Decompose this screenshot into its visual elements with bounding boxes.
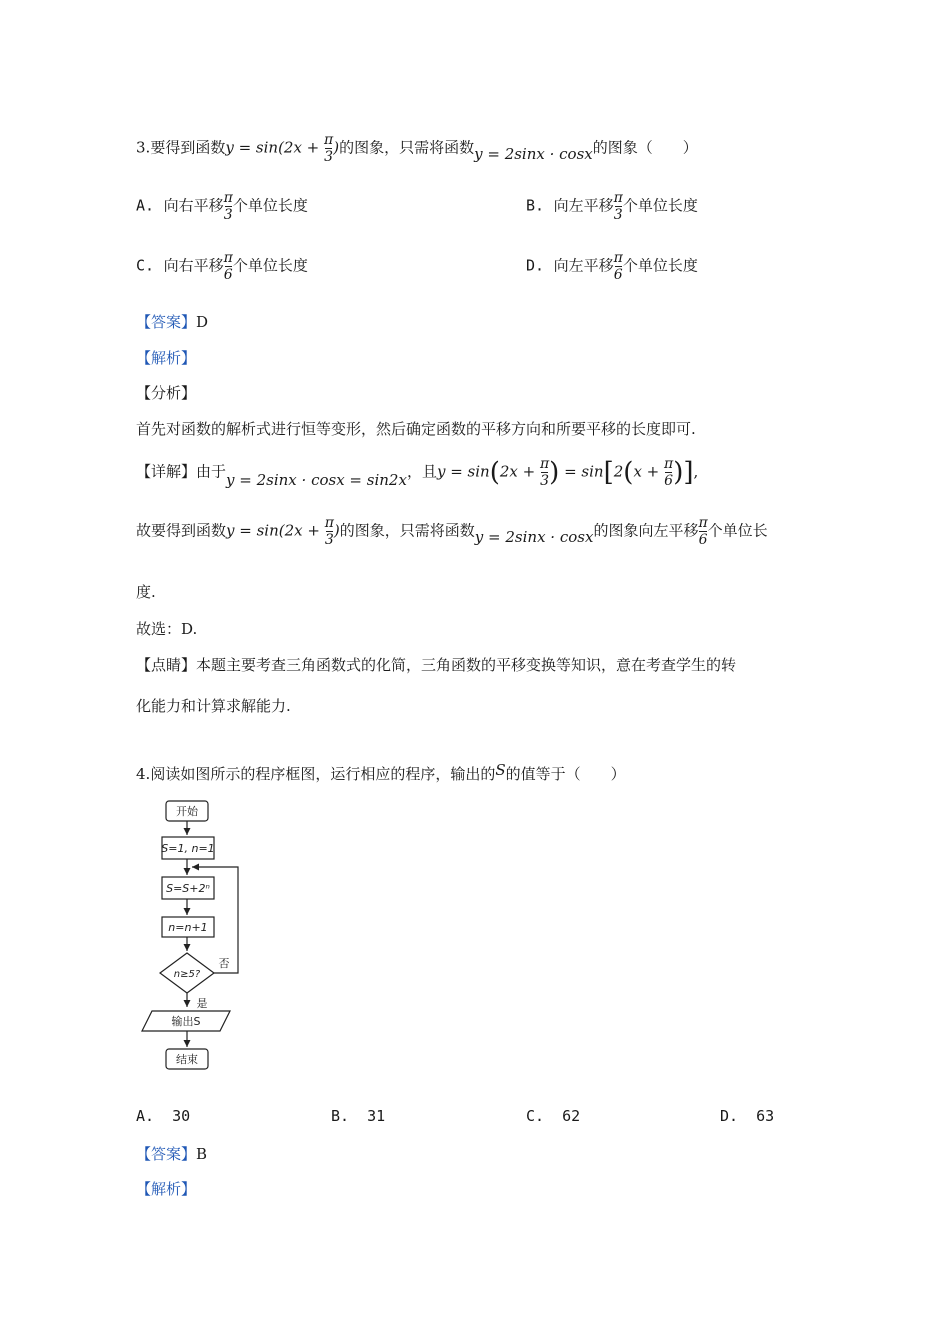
flow-output-text: 输出S	[171, 1015, 201, 1028]
q3-option-b: B. 向左平移 $\frac{\pi}{3}$ 个单位长度	[526, 190, 698, 223]
q3-dianjing-line1: 【点睛】本题主要考查三角函数式的化简，三角函数的平移变换等知识，意在考查学生的转	[136, 656, 737, 674]
flow-cond-text: n≥5?	[173, 969, 201, 980]
q3-analysis-tag: 【解析】	[136, 349, 197, 367]
q3-func1: y = sin(2x +	[225, 138, 325, 157]
q3-dianjing-line2: 化能力和计算求解能力.	[136, 697, 291, 715]
q3-answer: 【答案】D	[136, 313, 209, 331]
flow-incr-text: n=n+1	[168, 921, 208, 934]
q4-option-d: D. 63	[720, 1107, 775, 1125]
q3-detail: 【详解】由于y = 2sinx · cosx = sin2x，且y = sin(2x + $\frac{\pi}{3}$ ) = sin[2(x + $\frac{\pi}{6}$ )],	[136, 456, 699, 489]
flow-init-text: S=1, n=1	[161, 842, 215, 855]
q3-func2: y = 2sinx · cosx	[474, 144, 593, 163]
q3-stem: 3.要得到函数y = sin(2x + $\frac{\pi}{3}$ )的图象，只需将函数y = 2sinx · cosx的图象（ ）	[136, 132, 698, 165]
q3-stem-end: 的图象（ ）	[592, 138, 698, 157]
flow-update-text: S=S+2ⁿ	[166, 882, 210, 895]
flow-end-text: 结束	[176, 1053, 198, 1066]
flow-start-text: 开始	[176, 805, 198, 818]
q3-choose: 故选：D.	[136, 620, 198, 638]
q4-option-a: A. 30	[136, 1107, 191, 1125]
q3-fenxi-tag: 【分析】	[136, 384, 197, 402]
q3-option-c: C. 向右平移 $\frac{\pi}{6}$ 个单位长度	[136, 250, 308, 283]
q3-func1-fraction: $\frac{\pi}{3}$	[324, 132, 334, 165]
q3-option-a: A. 向右平移 $\frac{\pi}{3}$ 个单位长度	[136, 190, 308, 223]
q3-fenxi-text: 首先对函数的解析式进行恒等变形，然后确定函数的平移方向和所要平移的长度即可.	[136, 420, 696, 438]
q3-stem-mid: 的图象，只需将函数	[339, 138, 475, 157]
q4-answer: 【答案】B	[136, 1145, 208, 1163]
q4-analysis-tag: 【解析】	[136, 1180, 197, 1198]
q4-flowchart	[130, 795, 260, 1075]
q4-option-c: C. 62	[526, 1107, 581, 1125]
q3-detail-line2: 故要得到函数y = sin(2x + $\frac{\pi}{3}$ )的图象，只需将函数y = 2sinx · cosx的图象向左平移 $\frac{\pi}{6}$ 个单位长	[136, 515, 768, 548]
q3-option-d: D. 向左平移 $\frac{\pi}{6}$ 个单位长度	[526, 250, 698, 283]
q3-stem-prefix: 要得到函数	[150, 138, 226, 157]
flow-no-label: 否	[218, 957, 230, 970]
flow-yes-label: 是	[196, 997, 208, 1010]
q4-stem: 4.阅读如图所示的程序框图，运行相应的程序，输出的S的值等于（ ）	[136, 761, 626, 783]
q3-detail-line3: 度.	[136, 583, 156, 601]
q3-number: 3.	[136, 138, 151, 157]
q4-option-b: B. 31	[331, 1107, 386, 1125]
